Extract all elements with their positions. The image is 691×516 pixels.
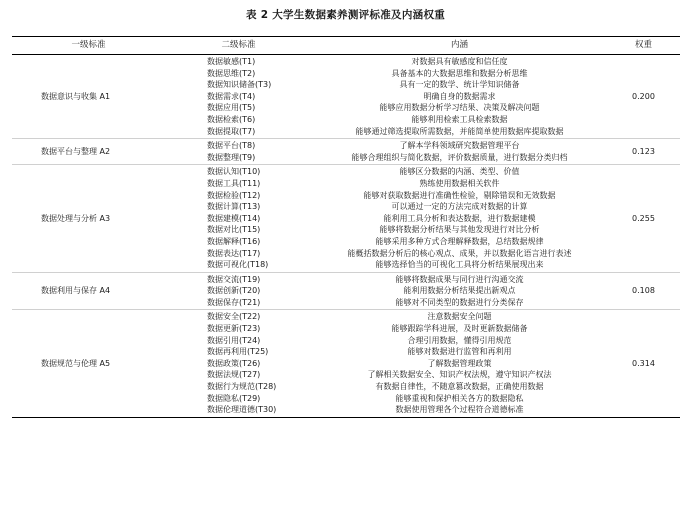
level2-criterion: 数据表达(T17) xyxy=(207,248,261,258)
criterion-content: 注意数据安全问题 xyxy=(427,312,492,322)
content-list xyxy=(312,165,607,272)
content-list xyxy=(312,310,607,417)
table-row xyxy=(12,310,680,417)
level2-criterion: 数据行为规范(T28) xyxy=(207,382,277,392)
level2-criterion: 数据需求(T4) xyxy=(207,91,256,101)
weight-value: 0.255 xyxy=(607,165,680,272)
criterion-content: 能够将数据分析结果与其他发现进行对比分析 xyxy=(379,225,540,235)
level2-list xyxy=(165,55,312,139)
criterion-content: 能够对数据进行监管和再利用 xyxy=(407,347,512,357)
level2-criterion: 数据更新(T23) xyxy=(207,324,261,334)
criterion-content: 能利用工具分析和表达数据，进行数据建模 xyxy=(383,213,536,223)
criterion-content: 能利用数据分析结果提出新观点 xyxy=(403,286,516,296)
criterion-content: 可以通过一定的方法完成对数据的计算 xyxy=(391,202,528,212)
level2-list xyxy=(165,310,312,417)
criterion-content: 熟练使用数据相关软件 xyxy=(419,178,500,188)
criterion-content: 能够对不同类型的数据进行分类保存 xyxy=(395,297,524,307)
content-list xyxy=(312,272,607,310)
criterion-content: 能够跟踪学科进展，及时更新数据储备 xyxy=(391,324,528,334)
criterion-content: 能够重视和保护相关各方的数据隐私 xyxy=(395,393,524,403)
level2-criterion: 数据伦理道德(T30) xyxy=(207,405,277,415)
level1-criterion: 数据意识与收集 A1 xyxy=(12,55,165,139)
criterion-content: 了解数据管理政策 xyxy=(427,358,492,368)
level2-criterion: 数据安全(T22) xyxy=(207,312,261,322)
level1-criterion: 数据处理与分析 A3 xyxy=(12,165,165,272)
criterion-content: 数据使用管理各个过程符合道德标准 xyxy=(395,405,524,415)
criterion-content: 能够对获取数据进行准确性检验，剔除错误和无效数据 xyxy=(363,190,556,200)
table-row xyxy=(12,272,680,310)
criterion-content: 对数据具有敏感度和信任度 xyxy=(411,57,508,66)
level2-criterion: 数据敏感(T1) xyxy=(207,57,256,66)
level2-criterion: 数据认知(T10) xyxy=(207,167,261,177)
criterion-content: 能够区分数据的内涵、类型、价值 xyxy=(399,167,520,177)
level2-criterion: 数据平台(T8) xyxy=(207,141,256,151)
level2-list xyxy=(165,139,312,165)
criterion-content: 能够应用数据分析学习结果、决策及解决问题 xyxy=(379,103,540,113)
level2-list xyxy=(165,165,312,272)
criterion-content: 具有一定的数学、统计学知识储备 xyxy=(399,80,520,90)
weight-value: 0.108 xyxy=(607,272,680,310)
level2-criterion: 数据创新(T20) xyxy=(207,286,261,296)
table-row xyxy=(12,165,680,272)
level2-criterion: 数据提取(T7) xyxy=(207,126,256,136)
level2-criterion: 数据建模(T14) xyxy=(207,213,261,223)
level1-criterion: 数据规范与伦理 A5 xyxy=(12,310,165,417)
criterion-content: 能够选择恰当的可视化工具将分析结果展现出来 xyxy=(375,260,544,270)
level2-criterion: 数据再利用(T25) xyxy=(207,347,269,357)
level2-criterion: 数据可视化(T18) xyxy=(207,260,269,270)
level2-list xyxy=(165,272,312,310)
criterion-content: 能够将数据成果与同行进行沟通交流 xyxy=(395,274,524,284)
level2-criterion: 数据检索(T6) xyxy=(207,114,256,124)
level2-criterion: 数据交流(T19) xyxy=(207,274,261,284)
criterion-content: 能够利用检索工具检索数据 xyxy=(411,114,508,124)
header-row xyxy=(12,37,680,55)
level2-criterion: 数据解释(T16) xyxy=(207,236,261,246)
criterion-content: 了解本学科领域研究数据管理平台 xyxy=(399,141,520,151)
level2-criterion: 数据计算(T13) xyxy=(207,202,261,212)
content-list xyxy=(312,55,607,139)
header-weight: 权重 xyxy=(607,37,680,55)
level2-criterion: 数据检验(T12) xyxy=(207,190,261,200)
criterion-content: 能够合理组织与简化数据，评价数据质量，进行数据分类归档 xyxy=(351,152,568,162)
header-level2: 二级标准 xyxy=(165,37,312,55)
level2-criterion: 数据政策(T26) xyxy=(207,358,261,368)
level2-criterion: 数据应用(T5) xyxy=(207,103,256,113)
header-content: 内涵 xyxy=(312,37,607,55)
criterion-content: 了解相关数据安全、知识产权法规，遵守知识产权法 xyxy=(367,370,552,380)
level1-criterion: 数据平台与整理 A2 xyxy=(12,139,165,165)
header-level1: 一级标准 xyxy=(12,37,165,55)
criterion-content: 能够通过筛选提取所需数据，并能简单使用数据库提取数据 xyxy=(355,126,564,136)
criterion-content: 具备基本的大数据思维和数据分析思维 xyxy=(391,68,528,78)
table-row xyxy=(12,139,680,165)
level2-criterion: 数据对比(T15) xyxy=(207,225,261,235)
table-caption: 表 2 大学生数据素养测评标准及内涵权重 xyxy=(245,9,446,21)
level2-criterion: 数据工具(T11) xyxy=(207,178,261,188)
criterion-content: 能够采用多种方式合理解释数据，总结数据规律 xyxy=(375,236,544,246)
table-row xyxy=(12,55,680,139)
criterion-content: 合理引用数据，懂得引用规范 xyxy=(407,335,512,345)
level1-criterion: 数据利用与保存 A4 xyxy=(12,272,165,310)
weight-value: 0.123 xyxy=(607,139,680,165)
level2-criterion: 数据思维(T2) xyxy=(207,68,256,78)
criterion-content: 能概括数据分析后的核心观点、成果，并以数据化语言进行表述 xyxy=(347,248,572,258)
weight-value: 0.314 xyxy=(607,310,680,417)
level2-criterion: 数据引用(T24) xyxy=(207,335,261,345)
level2-criterion: 数据知识储备(T3) xyxy=(207,80,272,90)
criterion-content: 有数据自律性，不随意篡改数据，正确使用数据 xyxy=(375,382,544,392)
level2-criterion: 数据整理(T9) xyxy=(207,152,256,162)
criteria-table xyxy=(12,36,680,418)
content-list xyxy=(312,139,607,165)
level2-criterion: 数据隐私(T29) xyxy=(207,393,261,403)
level2-criterion: 数据保存(T21) xyxy=(207,297,261,307)
weight-value: 0.200 xyxy=(607,55,680,139)
criterion-content: 明确自身的数据需求 xyxy=(423,91,496,101)
level2-criterion: 数据法规(T27) xyxy=(207,370,261,380)
table-body xyxy=(12,55,680,418)
